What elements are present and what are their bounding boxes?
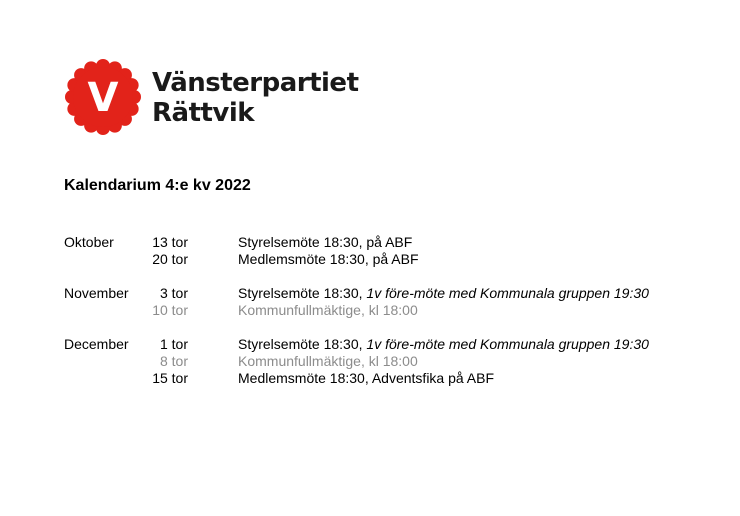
logo-mark-letter: V <box>87 75 119 121</box>
page-title: Kalendarium 4:e kv 2022 <box>64 177 251 194</box>
event-description <box>238 302 418 319</box>
event-row <box>64 336 724 353</box>
event-row <box>64 251 724 268</box>
event-note: 1v före-möte med Kommunala gruppen 19:30 <box>366 336 649 352</box>
event-description <box>238 370 494 387</box>
event-day: 20 tor <box>152 251 188 267</box>
event-text: Styrelsemöte 18:30, på ABF <box>238 234 413 250</box>
event-day: 3 tor <box>159 285 188 301</box>
event-day: 13 tor <box>152 234 188 250</box>
event-row <box>64 285 724 302</box>
event-row <box>64 234 724 251</box>
event-description <box>238 285 649 302</box>
calendar-list <box>64 234 724 404</box>
month-label: November <box>64 285 129 301</box>
event-day: 15 tor <box>152 370 188 386</box>
event-text: Kommunfullmäktige, kl 18:00 <box>238 302 418 318</box>
event-text: Medlemsmöte 18:30, på ABF <box>238 251 419 267</box>
event-row <box>64 353 724 370</box>
party-logo <box>64 58 364 138</box>
month-block <box>64 336 724 387</box>
month-label: December <box>64 336 129 352</box>
event-text: Kommunfullmäktige, kl 18:00 <box>238 353 418 369</box>
event-text: Styrelsemöte 18:30, <box>238 285 367 301</box>
event-row <box>64 302 724 319</box>
event-description <box>238 234 412 251</box>
event-day: 8 tor <box>159 353 188 369</box>
carnation-logo-icon <box>64 58 142 136</box>
event-text: Styrelsemöte 18:30, <box>238 336 367 352</box>
month-block <box>64 285 724 319</box>
event-text: Medlemsmöte 18:30, Adventsfika på ABF <box>238 370 495 386</box>
event-description <box>238 251 419 268</box>
event-note: 1v före-möte med Kommunala gruppen 19:30 <box>366 285 649 301</box>
event-description <box>238 353 418 370</box>
logo-line-place: Rättvik <box>152 98 255 128</box>
month-block <box>64 234 724 268</box>
event-day: 10 tor <box>152 302 188 318</box>
logo-wordmark <box>152 68 359 128</box>
event-day: 1 tor <box>159 336 188 352</box>
event-description <box>238 336 649 353</box>
event-row <box>64 370 724 387</box>
logo-line-party: Vänsterpartiet <box>152 68 359 98</box>
month-label: Oktober <box>64 234 114 250</box>
